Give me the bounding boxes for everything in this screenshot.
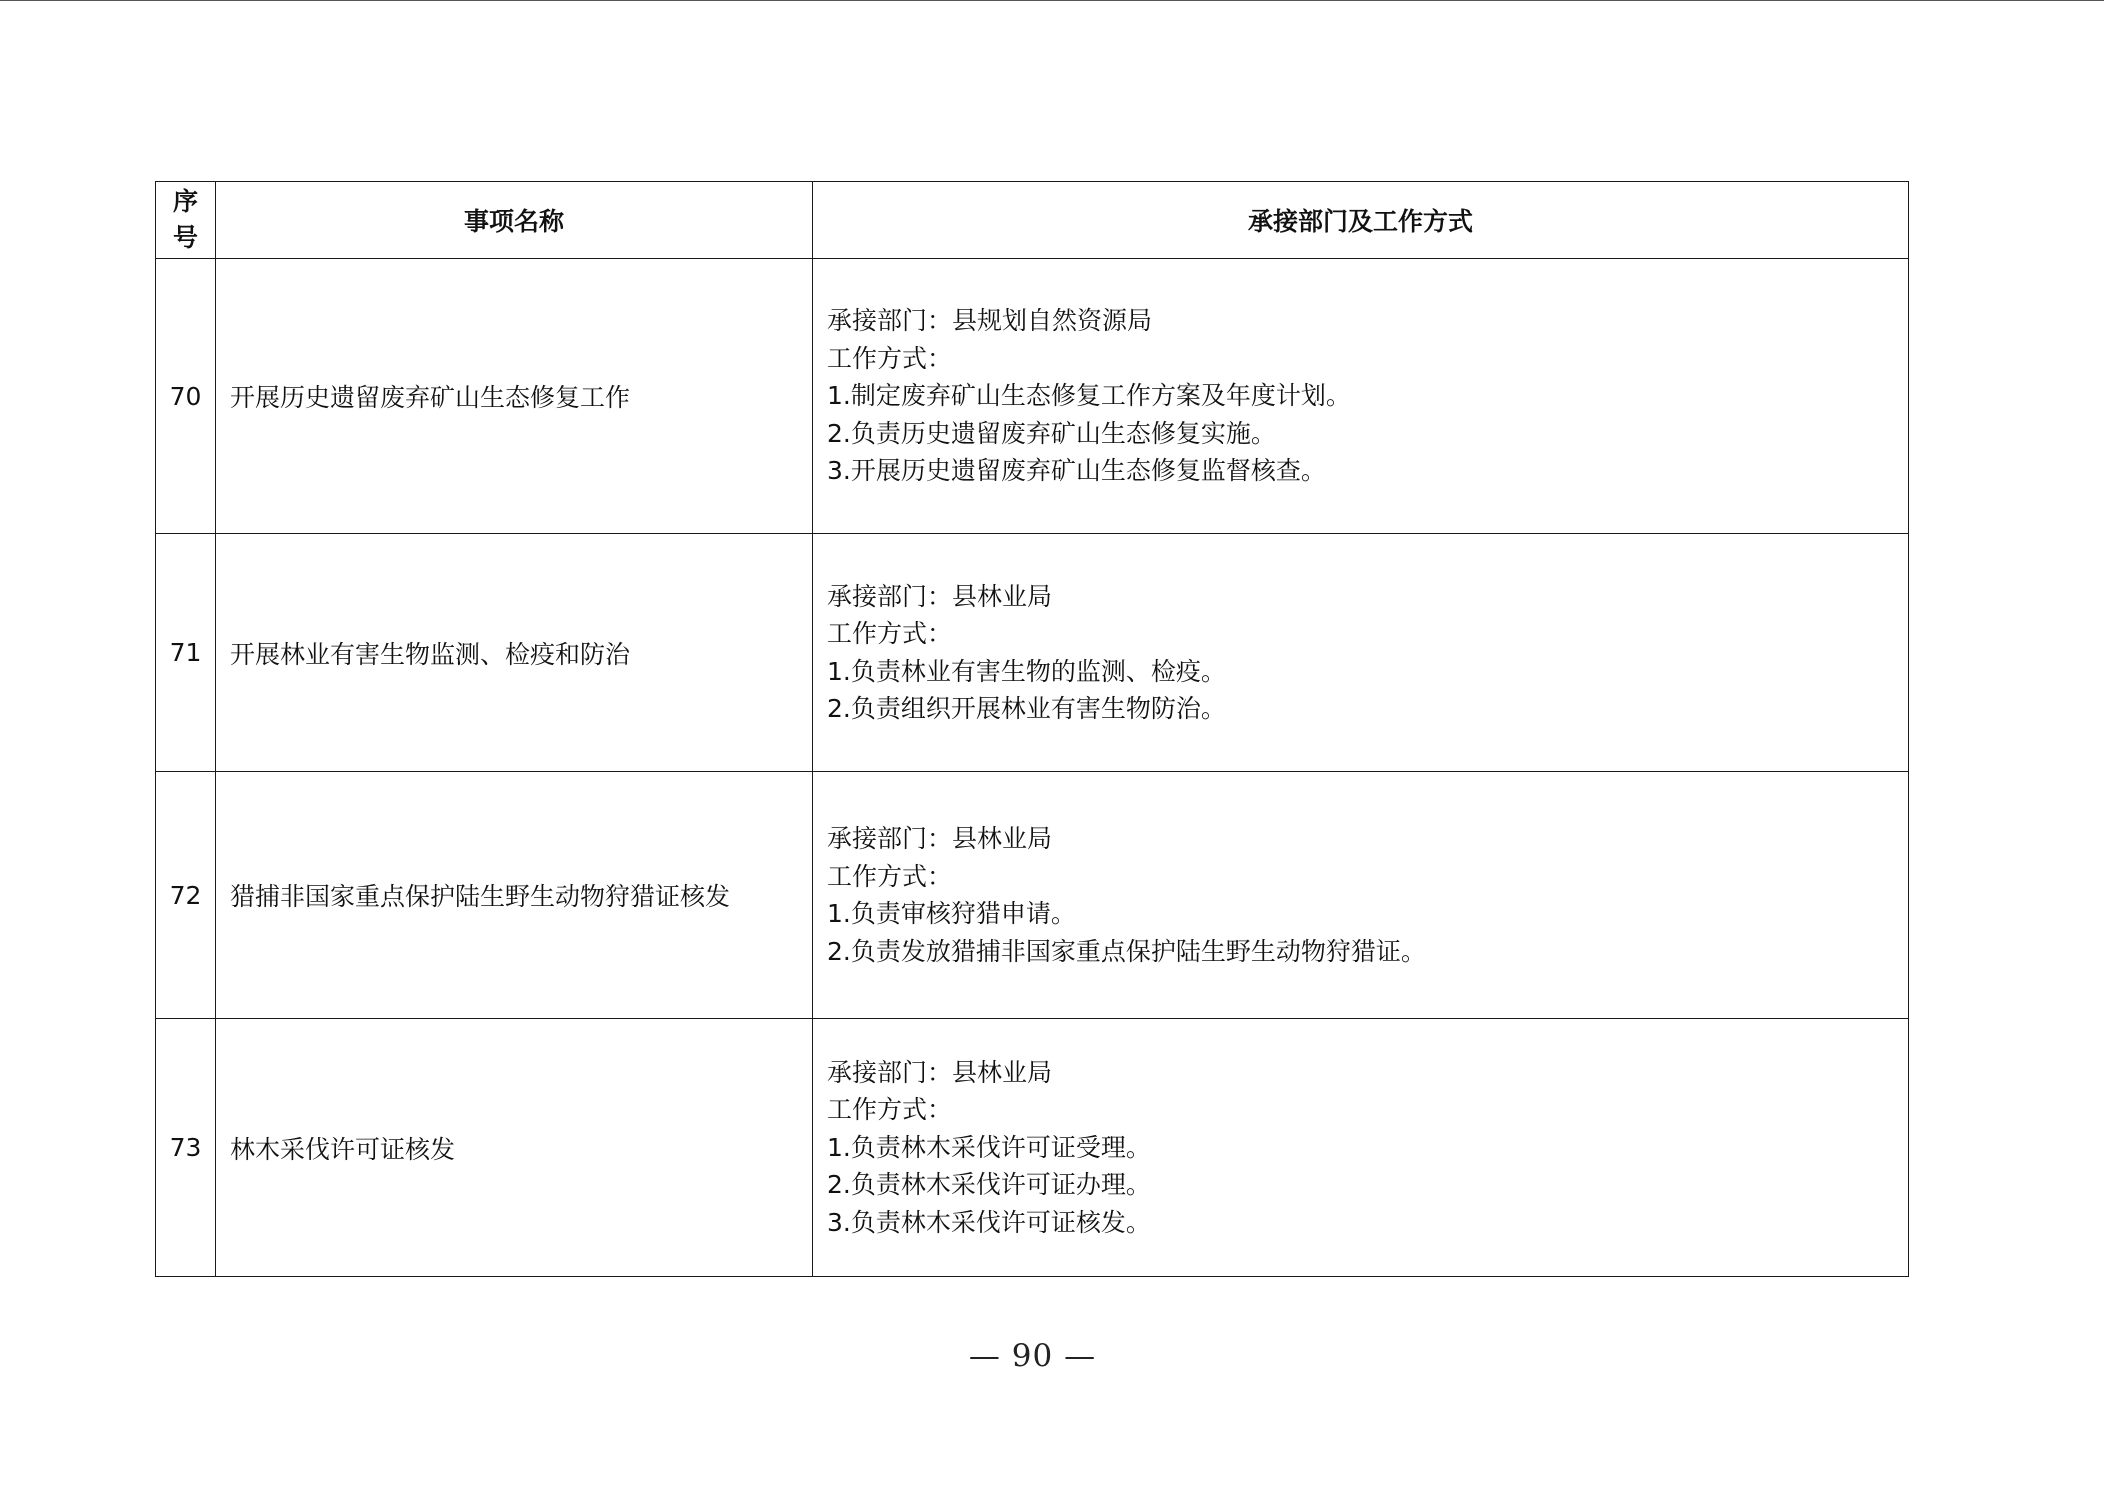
header-matter-name: 事项名称 [216,182,813,259]
table-row [156,1019,1909,1277]
method-item: 2.负责发放猎捕非国家重点保护陆生野生动物狩猎证。 [827,936,1426,966]
method-item: 2.负责历史遗留废弃矿山生态修复实施。 [827,418,1276,448]
row-serial-number: 70 [156,259,216,534]
method-label: 工作方式： [827,1095,953,1125]
method-label: 工作方式： [827,343,953,373]
row-department-method [813,534,1909,772]
method-label: 工作方式： [827,861,953,891]
page-top-border [0,0,2104,1]
method-item: 1.负责林业有害生物的监测、检疫。 [827,656,1226,686]
row-department-method [813,1019,1909,1277]
row-serial-number: 72 [156,772,216,1019]
method-item: 2.负责组织开展林业有害生物防治。 [827,694,1226,723]
table-row [156,259,1909,534]
method-item: 3.负责林木采伐许可证核发。 [827,1207,1151,1237]
row-matter-name: 猎捕非国家重点保护陆生野生动物狩猎证核发 [216,772,813,1019]
department-line: 承接部门：县林业局 [827,824,1053,853]
department-line: 承接部门：县规划自然资源局 [827,306,1153,336]
row-serial-number: 73 [156,1019,216,1277]
table-header-row [156,182,1909,259]
method-item: 1.负责林木采伐许可证受理。 [827,1132,1151,1162]
department-line: 承接部门：县林业局 [827,581,1053,611]
header-serial-number: 序 号 [156,182,216,259]
row-matter-name: 开展历史遗留废弃矿山生态修复工作 [216,259,813,534]
row-matter-name: 林木采伐许可证核发 [216,1019,813,1277]
table-row [156,534,1909,772]
method-item: 2.负责林木采伐许可证办理。 [827,1170,1151,1200]
row-department-method [813,259,1909,534]
method-item: 1.制定废弃矿山生态修复工作方案及年度计划。 [827,381,1351,411]
header-department-method: 承接部门及工作方式 [813,182,1909,259]
row-matter-name: 开展林业有害生物监测、检疫和防治 [216,534,813,772]
table-row [156,772,1909,1019]
row-serial-number: 71 [156,534,216,772]
department-line: 承接部门：县林业局 [827,1057,1053,1087]
method-label: 工作方式： [827,619,953,648]
method-item: 1.负责审核狩猎申请。 [827,899,1076,928]
page-number: — 90 — [968,1338,1097,1374]
method-item: 3.开展历史遗留废弃矿山生态修复监督核查。 [827,456,1326,486]
matters-table [155,181,1909,1277]
row-department-method [813,772,1909,1019]
